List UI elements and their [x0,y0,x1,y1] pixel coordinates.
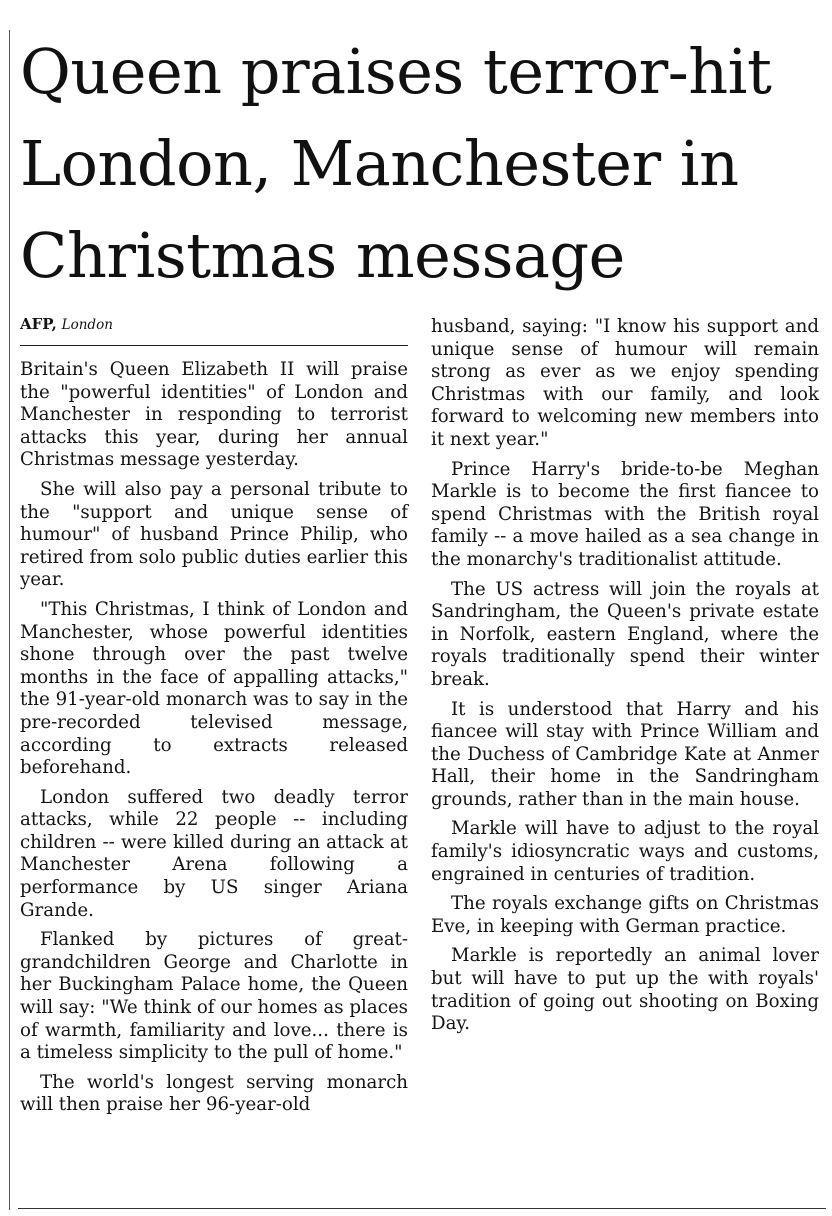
paragraph: The world's longest serving monarch will then praise her 96-year-old [20,1071,408,1116]
headline: Queen praises terror-hit London, Manchester in Christmas message [20,35,772,292]
paragraph: She will also pay a personal tribute to the "support and unique sense of humour" of husband Prince Philip, who retired from solo public duties earlier this year. [20,478,409,591]
paragraph: Flanked by pictures of great-grandchildren George and Charlotte in her Buckingham Palace home, the Queen will say: "We think of our homes as places of warmth, familiarity and love... there is a timeless simplicity to the pull of home." [20,929,408,1064]
article-column-left [20,314,408,1124]
article-column-right [431,316,819,1043]
paragraph: Britain's Queen Elizabeth II will praise the "powerful identities" of London and Manchester in responding to terrorist attacks this year, during her annual Christmas message yesterday. [20,359,408,471]
paragraph: Markle will have to adjust to the royal family's idiosyncratic ways and customs, engrained in centuries of tradition. [431,818,819,885]
paragraph: The US actress will join the royals at Sandringham, the Queen's private estate in Norfolk, eastern England, where the royals traditionally spend their winter break. [431,578,819,690]
paragraph: "This Christmas, I think of London and Manchester, whose powerful identities shone through over the past twelve months in the face of appalling attacks," the 91-year-old monarch was to say in the pre-recorded televised message, according to extracts released beforehand. [20,598,408,779]
byline-place: London [61,317,113,333]
paragraph: London suffered two deadly terror attacks, while 22 people -- including children -- were killed during an attack at Manchester Arena following a performance by US singer Ariana Grande. [20,786,408,921]
bottom-rule [18,1208,826,1209]
paragraph: husband, saying: "I know his support and unique sense of humour will remain strong as ever as we enjoy spending Christmas with our family, and look forward to welcoming new members into it next year." [431,316,819,450]
paragraph: The royals exchange gifts on Christmas Eve, in keeping with German practice. [431,893,819,937]
byline-agency: AFP, [20,315,57,333]
paragraph: Markle is reportedly an animal lover but will have to put up the with royals' tradition of going out shooting on Boxing Day. [431,945,819,1035]
paragraph: Prince Harry's bride-to-be Meghan Markle is to become the first fiancee to spend Christmas with the British royal family -- a move hailed as a sea change in the monarchy's traditionalist attitude. [431,458,819,570]
byline [20,314,408,346]
paragraph: It is understood that Harry and his fiancee will stay with Prince William and the Duchess of Cambridge Kate at Anmer Hall, their home in the Sandringham grounds, rather than in the main house. [431,698,819,810]
left-column-rule [9,30,10,1210]
